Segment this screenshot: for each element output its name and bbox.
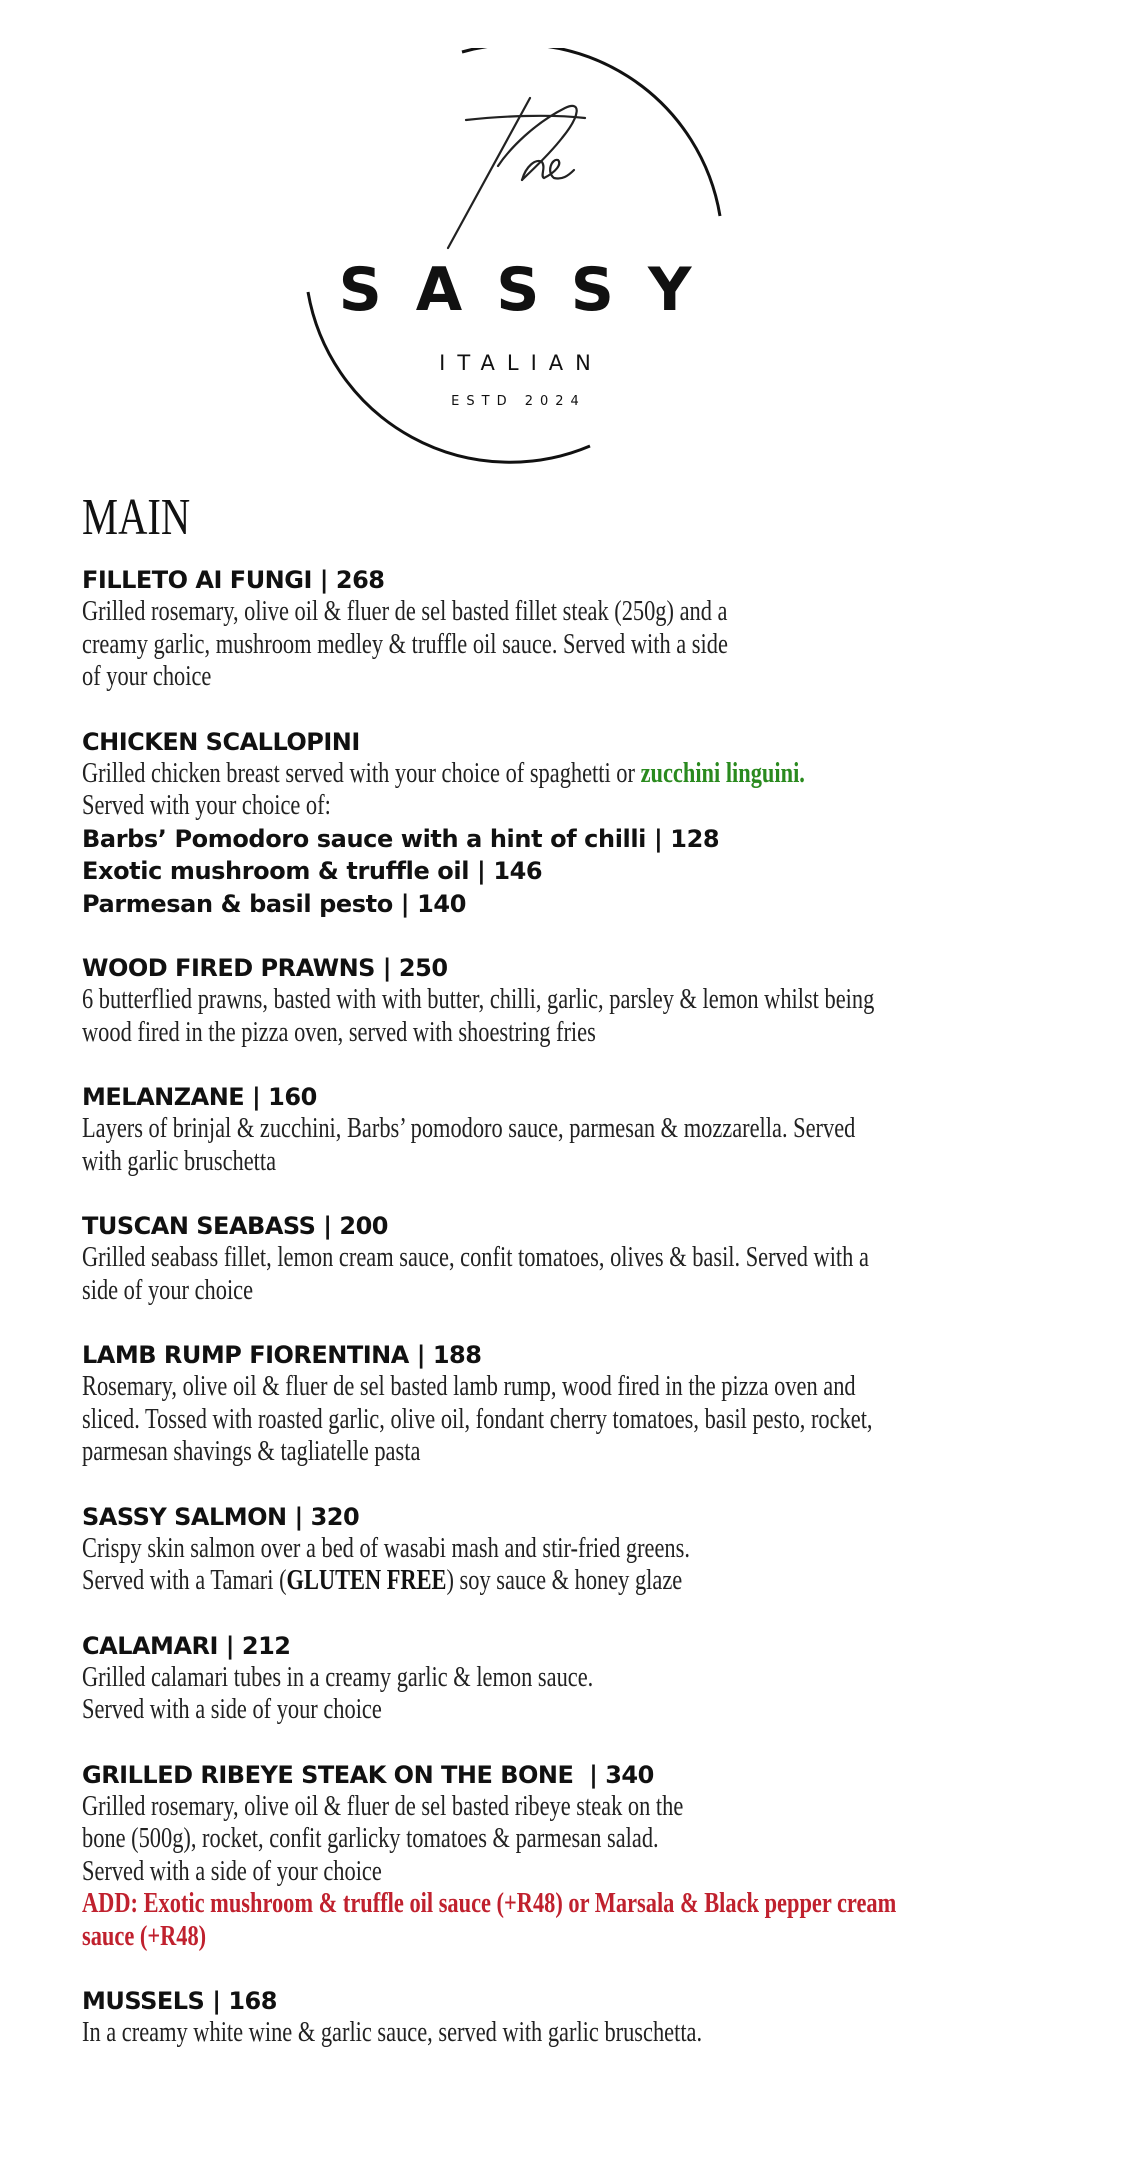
menu-item-description: Crispy skin salmon over a bed of wasabi mash and stir-fried greens.	[82, 1532, 690, 1564]
menu-item-grilled-ribeye	[82, 1759, 1072, 1954]
addon-note: sauce (+R48)	[82, 1920, 207, 1952]
menu-item-title: MELANZANE | 160	[82, 1083, 317, 1111]
menu-item-description: sliced. Tossed with roasted garlic, olive oil, fondant cherry tomatoes, basil pesto, rocket,	[82, 1403, 873, 1435]
menu-item-description: 6 butterflied prawns, basted with with butter, chilli, garlic, parsley & lemon whilst being	[82, 984, 875, 1015]
menu-item-description: Served with your choice of:	[82, 790, 331, 821]
addon-note: ADD: Exotic mushroom & truffle oil sauce (+R48) or Marsala & Black pepper cream	[82, 1888, 897, 1919]
menu-content	[82, 488, 1072, 2082]
menu-item-option: Barbs’ Pomodoro sauce with a hint of chilli | 128	[82, 824, 720, 853]
menu-item-description: Rosemary, olive oil & fluer de sel basted lamb rump, wood fired in the pizza oven and	[82, 1371, 856, 1402]
menu-item-sassy-salmon	[82, 1501, 1072, 1598]
description-text: Grilled chicken breast served with your choice of spaghetti or	[82, 757, 641, 789]
menu-item-description: Grilled rosemary, olive oil & fluer de sel basted ribeye steak on the	[82, 1790, 684, 1822]
restaurant-logo	[300, 48, 730, 478]
menu-item-title: MUSSELS | 168	[82, 1987, 277, 2015]
menu-item-description: Grilled rosemary, olive oil & fluer de sel basted fillet steak (250g) and a	[82, 596, 728, 627]
menu-item-description: Layers of brinjal & zucchini, Barbs’ pomodoro sauce, parmesan & mozzarella. Served	[82, 1113, 856, 1144]
description-text: ) soy sauce & honey glaze	[446, 1565, 683, 1596]
menu-item-description: creamy garlic, mushroom medley & truffle oil sauce. Served with a side	[82, 628, 728, 660]
menu-item-mussels	[82, 1985, 1072, 2050]
menu-item-description: Grilled seabass fillet, lemon cream sauce, confit tomatoes, olives & basil. Served with a	[82, 1242, 869, 1273]
menu-item-description: wood fired in the pizza oven, served with shoestring fries	[82, 1016, 596, 1048]
menu-item-description: with garlic bruschetta	[82, 1145, 277, 1177]
menu-item-description: In a creamy white wine & garlic sauce, served with garlic bruschetta.	[82, 2017, 703, 2048]
menu-item-description: Served with a side of your choice	[82, 1694, 382, 1725]
description-text: Served with a Tamari (	[82, 1565, 287, 1596]
gluten-free-label: GLUTEN FREE	[286, 1565, 447, 1596]
logo-subtitle: ITALIAN	[439, 351, 603, 375]
logo-established: ESTD 2024	[451, 394, 586, 409]
menu-item-description	[82, 1565, 874, 1598]
menu-item-description: parmesan shavings & tagliatelle pasta	[82, 1436, 421, 1467]
menu-item-title: LAMB RUMP FIORENTINA | 188	[82, 1341, 482, 1369]
menu-item-calamari	[82, 1630, 1072, 1727]
menu-item-melanzane	[82, 1081, 1072, 1178]
menu-item-tuscan-seabass	[82, 1210, 1072, 1307]
menu-item-description: Grilled calamari tubes in a creamy garlic & lemon sauce.	[82, 1661, 594, 1693]
menu-item-description: Served with a side of your choice	[82, 1855, 382, 1887]
menu-item-description: of your choice	[82, 661, 212, 692]
menu-item-title: WOOD FIRED PRAWNS | 250	[82, 954, 448, 982]
menu-item-option: Exotic mushroom & truffle oil | 146	[82, 857, 543, 885]
menu-item-title: CHICKEN SCALLOPINI	[82, 727, 360, 756]
menu-item-title: SASSY SALMON | 320	[82, 1502, 360, 1531]
menu-item-wood-fired-prawns	[82, 952, 1072, 1049]
menu-item-title: TUSCAN SEABASS | 200	[82, 1212, 388, 1240]
menu-item-description	[82, 758, 874, 791]
logo-name: SASSY	[338, 255, 726, 325]
menu-item-description: bone (500g), rocket, confit garlicky tomatoes & parmesan salad.	[82, 1823, 659, 1854]
menu-item-option: Parmesan & basil pesto | 140	[82, 889, 467, 918]
menu-item-lamb-rump-fiorentina	[82, 1339, 1072, 1469]
menu-item-title: FILLETO AI FUNGI | 268	[82, 566, 385, 594]
menu-item-description: side of your choice	[82, 1274, 254, 1306]
highlight-text-green: zucchini linguini.	[640, 757, 805, 789]
menu-item-title: CALAMARI | 212	[82, 1631, 291, 1660]
menu-item-filleto-ai-fungi	[82, 564, 1072, 694]
section-title: MAIN	[82, 489, 191, 546]
menu-item-title: GRILLED RIBEYE STEAK ON THE BONE | 340	[82, 1760, 654, 1789]
menu-item-chicken-scallopini	[82, 726, 1072, 921]
